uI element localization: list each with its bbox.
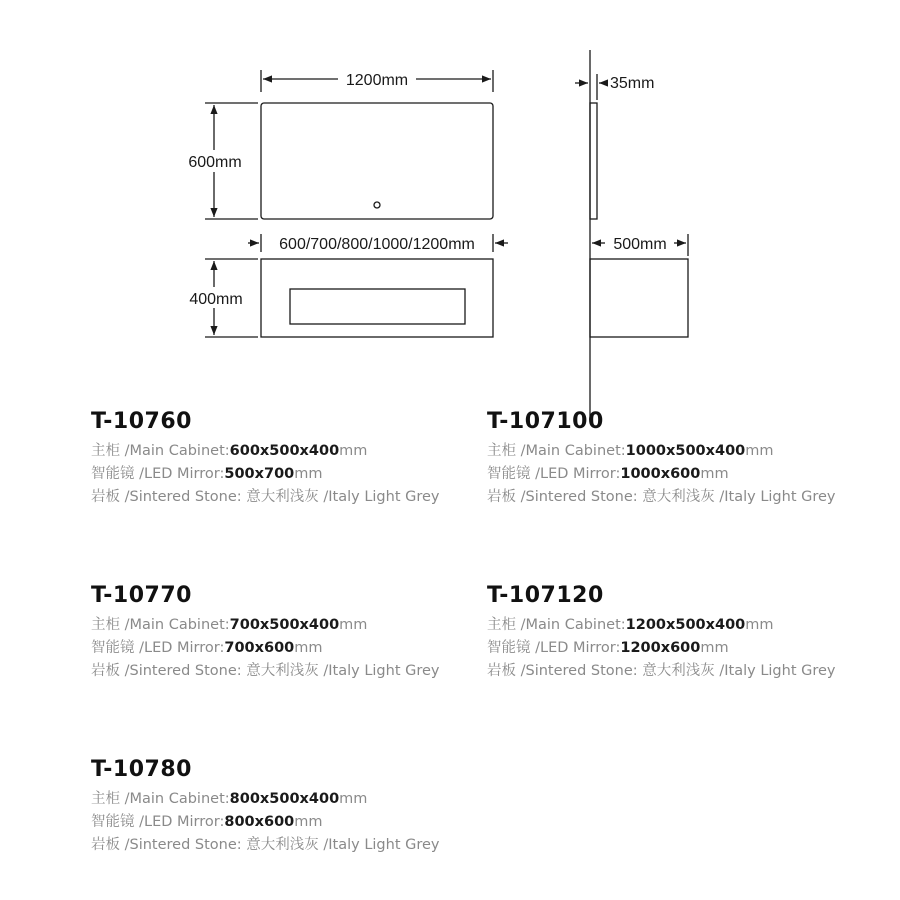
product-model: T-10760 xyxy=(91,409,192,434)
mirror-width-label: 1200mm xyxy=(345,72,409,89)
main-cabinet-spec: 主柜 /Main Cabinet:1000x500x400mm xyxy=(487,443,774,459)
cabinet-side-outline xyxy=(590,259,688,337)
mirror-depth-label: 35mm xyxy=(610,75,655,92)
main-cabinet-spec: 主柜 /Main Cabinet:800x500x400mm xyxy=(91,791,368,807)
product-card xyxy=(91,584,491,683)
product-card xyxy=(487,584,887,683)
sintered-stone-spec: 岩板 /Sintered Stone: 意大利浅灰 /Italy Light Grey xyxy=(91,837,440,853)
mirror-height-label: 600mm xyxy=(188,154,242,171)
sintered-stone-spec: 岩板 /Sintered Stone: 意大利浅灰 /Italy Light Grey xyxy=(91,663,440,679)
mirror-side-outline xyxy=(590,103,597,219)
product-card xyxy=(91,758,491,857)
product-card xyxy=(487,410,887,509)
main-cabinet-spec: 主柜 /Main Cabinet:600x500x400mm xyxy=(91,443,368,459)
product-model: T-107100 xyxy=(487,409,604,434)
cabinet-height-label: 400mm xyxy=(189,291,243,308)
product-model: T-10770 xyxy=(91,583,192,608)
sintered-stone-spec: 岩板 /Sintered Stone: 意大利浅灰 /Italy Light Grey xyxy=(91,489,440,505)
sintered-stone-spec: 岩板 /Sintered Stone: 意大利浅灰 /Italy Light Grey xyxy=(487,489,836,505)
led-mirror-spec: 智能镜 /LED Mirror:800x600mm xyxy=(91,814,323,830)
cabinet-width-label: 600/700/800/1000/1200mm xyxy=(279,236,475,253)
product-card xyxy=(91,410,491,509)
main-cabinet-spec: 主柜 /Main Cabinet:1200x500x400mm xyxy=(487,617,774,633)
led-mirror-spec: 智能镜 /LED Mirror:1000x600mm xyxy=(487,466,729,482)
dimension-drawing xyxy=(0,0,900,420)
sintered-stone-spec: 岩板 /Sintered Stone: 意大利浅灰 /Italy Light Grey xyxy=(487,663,836,679)
main-cabinet-spec: 主柜 /Main Cabinet:700x500x400mm xyxy=(91,617,368,633)
led-mirror-spec: 智能镜 /LED Mirror:1200x600mm xyxy=(487,640,729,656)
cabinet-depth-label: 500mm xyxy=(613,236,667,253)
cabinet-front-outline xyxy=(261,259,493,337)
led-mirror-spec: 智能镜 /LED Mirror:700x600mm xyxy=(91,640,323,656)
led-mirror-spec: 智能镜 /LED Mirror:500x700mm xyxy=(91,466,323,482)
mirror-touch-sensor-icon xyxy=(374,202,380,208)
product-model: T-10780 xyxy=(91,757,192,782)
product-model: T-107120 xyxy=(487,583,604,608)
cabinet-drawer-outline xyxy=(290,289,465,324)
